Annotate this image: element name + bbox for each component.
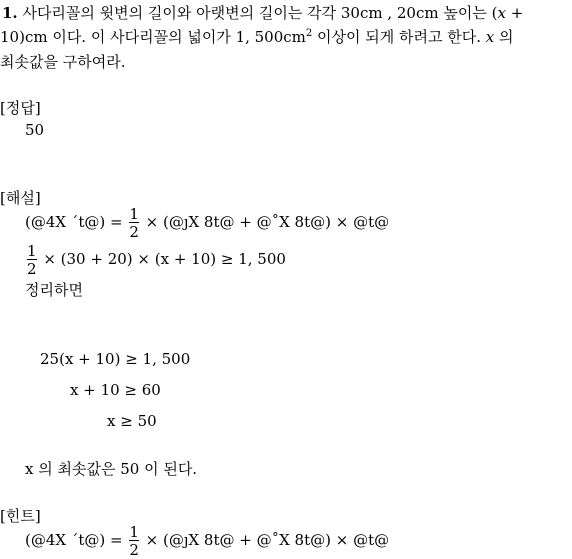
hint-formula-lhs: (@4X ˊt@) = xyxy=(25,531,128,549)
problem-line-2 xyxy=(0,26,514,47)
hint-formula-rhs: × (@ȷX 8t@ + @˚X 8t@) × @t@ xyxy=(140,531,390,549)
ineq-fraction xyxy=(27,243,37,277)
hint-header: [힌트] xyxy=(0,507,41,525)
solution-fraction xyxy=(129,206,139,240)
problem-text-2a: 10)cm 이다. 이 사다리꼴의 넓이가 1, 500cm xyxy=(0,28,306,46)
hint-formula xyxy=(25,524,389,558)
problem-text-1: 사다리꼴의 윗변의 길이와 아랫변의 길이는 각각 30cm , 20cm 높이는 ( xyxy=(22,4,498,22)
solution-formula-lhs: (@4X ˊt@) = xyxy=(25,213,128,231)
problem-line-1 xyxy=(2,2,523,23)
hint-frac-num: 1 xyxy=(129,523,139,541)
problem-var-x: x xyxy=(497,4,506,22)
solution-step-3: x ≥ 50 xyxy=(107,412,157,430)
solution-inequality xyxy=(25,243,286,277)
problem-text-2b: 이상이 되게 하려고 한다. xyxy=(312,28,486,46)
ineq-frac-num: 1 xyxy=(27,242,37,260)
ineq-rest: × (30 + 20) × (x + 10) ≥ 1, 500 xyxy=(38,250,286,268)
answer-value: 50 xyxy=(25,121,45,139)
hint-fraction xyxy=(129,524,139,558)
problem-superscript: 2 xyxy=(305,28,313,39)
solution-frac-num: 1 xyxy=(129,205,139,223)
solution-conclusion: x 의 최솟값은 50 이 된다. xyxy=(25,460,198,478)
solution-step-label: 정리하면 xyxy=(25,281,83,299)
solution-header: [해설] xyxy=(0,189,41,207)
solution-step-1: 25(x + 10) ≥ 1, 500 xyxy=(40,350,191,368)
solution-frac-den: 2 xyxy=(129,223,139,241)
problem-line-3: 최솟값을 구하여라. xyxy=(0,53,126,71)
solution-formula xyxy=(25,206,389,240)
problem-number: 1. xyxy=(2,4,18,22)
problem-text-1-end: + xyxy=(505,4,524,22)
solution-step-2: x + 10 ≥ 60 xyxy=(70,381,161,399)
problem-var-x-2: x xyxy=(485,28,495,46)
hint-frac-den: 2 xyxy=(129,541,139,559)
ineq-frac-den: 2 xyxy=(27,260,37,278)
problem-text-2c: 의 xyxy=(494,28,514,46)
answer-header: [정답] xyxy=(0,99,41,117)
solution-formula-rhs: × (@ȷX 8t@ + @˚X 8t@) × @t@ xyxy=(140,213,390,231)
